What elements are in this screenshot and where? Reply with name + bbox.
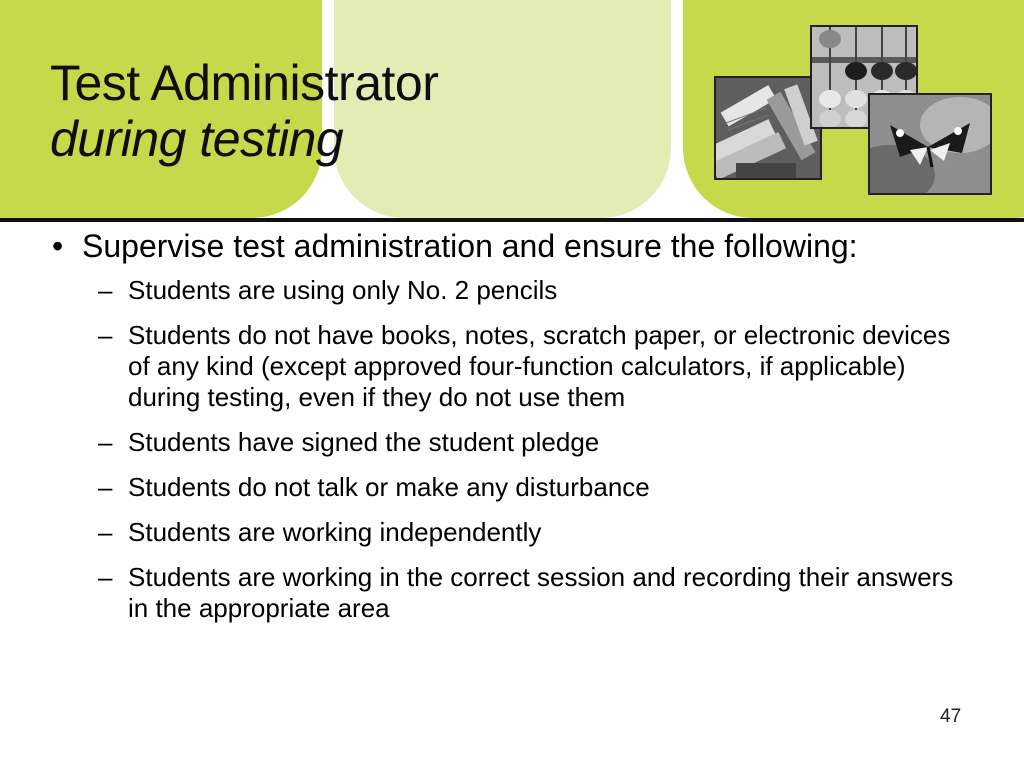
title-subtitle: during testing [50,111,344,167]
dash-mark: – [98,427,113,457]
sub-bullet [52,320,968,413]
butterfly-photo [868,93,992,195]
sub-bullet [52,275,968,306]
sub-bullet [52,562,968,624]
sub-bullet-text: Students do not talk or make any disturbance [128,472,650,502]
dash-mark: – [98,320,113,350]
sub-bullet-text: Students are using only No. 2 pencils [128,275,558,305]
dash-mark: – [98,517,113,547]
books-photo [714,76,822,180]
main-bullet [52,230,992,263]
sub-bullet-text: Students do not have books, notes, scratch paper, or electronic devices of any kind (except approved four-function calculators, if applicable) during testing, even if they do not use them [128,320,951,412]
main-bullet-text: Supervise test administration and ensure the following: [82,228,858,264]
sub-bullet [52,517,968,548]
dash-mark: – [98,562,113,592]
sub-bullet-text: Students are working independently [128,517,542,547]
slide-content [52,230,992,638]
sub-bullet [52,427,968,458]
dash-mark: – [98,275,113,305]
sub-bullet-text: Students are working in the correct session and recording their answers in the appropriate area [128,562,954,623]
title-main: Test Administrator [50,55,439,111]
sub-bullet-list [52,275,992,624]
sub-bullet [52,472,968,503]
sub-bullet-text: Students have signed the student pledge [128,427,600,457]
slide-title [50,55,439,167]
page-number: 47 [940,706,962,727]
header-divider [0,218,1024,222]
bullet-mark: • [52,228,64,264]
dash-mark: – [98,472,113,502]
